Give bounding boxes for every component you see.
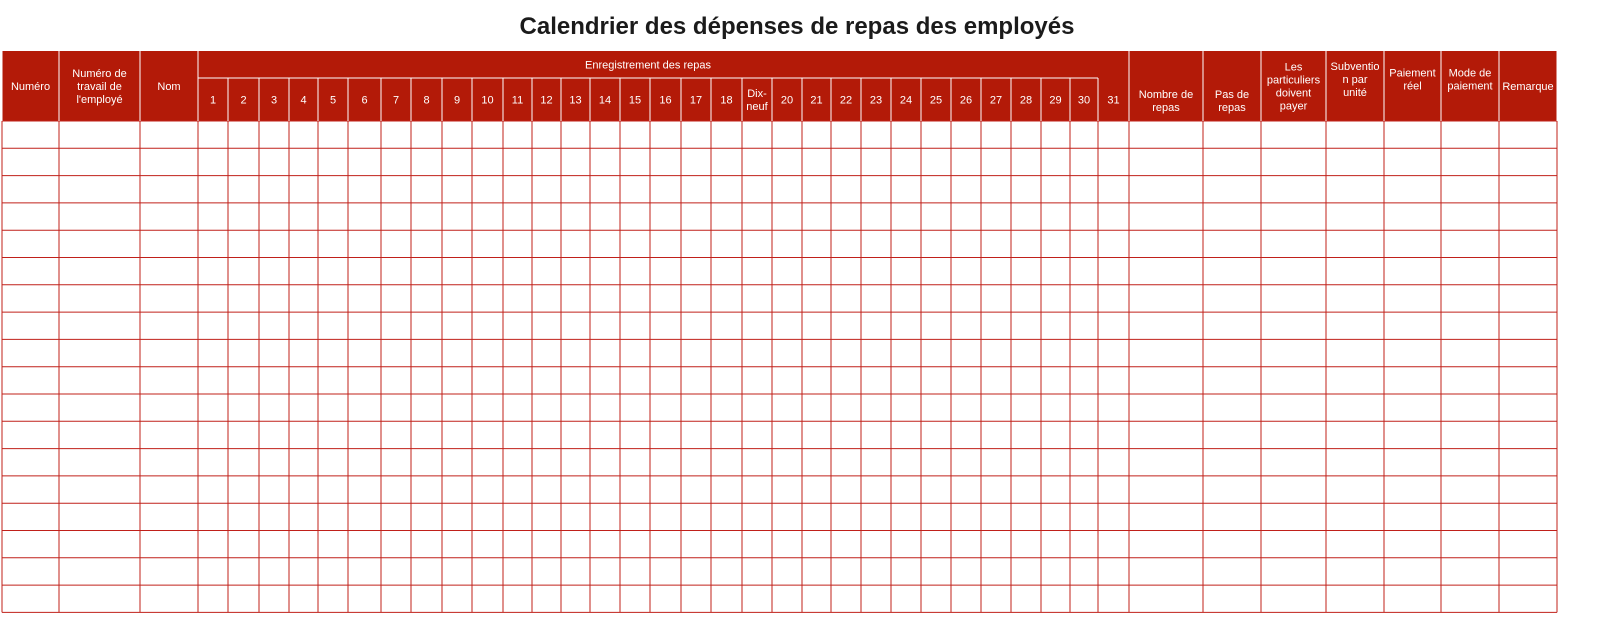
header-day [423, 95, 429, 107]
header-text-line: Dix- [747, 88, 767, 100]
header-background [2, 51, 1557, 121]
header-text-line: Enregistrement des repas [585, 59, 711, 72]
header-text-line: 18 [720, 94, 733, 107]
header-day [870, 95, 882, 107]
header-text-line: 22 [839, 94, 853, 107]
header-day [1049, 95, 1061, 107]
header-text-line: Numéro de [72, 68, 127, 80]
header-text-line: 25 [929, 94, 943, 107]
header-text-line: 14 [598, 94, 612, 107]
header-day [840, 95, 852, 107]
header-text-line: 29 [1049, 94, 1062, 107]
header-no-meal [1215, 89, 1249, 114]
header-nom [157, 81, 180, 93]
header-day [512, 95, 523, 107]
header-text-line: 30 [1077, 94, 1091, 107]
header-text-line: 15 [628, 94, 642, 107]
header-text-line: 21 [810, 94, 823, 107]
header-text-line: n par [1342, 74, 1368, 86]
header-text-line: Mode de [1448, 67, 1492, 80]
header-day [1078, 95, 1090, 107]
header-text-line: Paiement [1389, 67, 1436, 80]
header-day [900, 95, 912, 107]
header-text-line: 31 [1107, 94, 1120, 107]
header-employee-number [72, 68, 126, 106]
header-day [599, 95, 611, 107]
header-day [930, 95, 942, 107]
header-text-line: Remarque [1502, 81, 1554, 93]
header-day [781, 95, 793, 107]
header-payment-method [1447, 68, 1492, 93]
header-text-line: Nombre de [1138, 89, 1194, 101]
header-text-line: 26 [959, 94, 973, 107]
header-day [569, 95, 581, 107]
sheet-title: Calendrier des dépenses de repas des employés [519, 13, 1075, 40]
header-text-line: 20 [780, 94, 794, 107]
header-text-line: Les [1284, 61, 1303, 74]
header-day [361, 95, 367, 107]
header-day [629, 95, 641, 107]
header-text-line: 28 [1019, 94, 1033, 107]
header-text-line: Numéro [10, 81, 51, 93]
header-text-line: neuf [746, 101, 768, 113]
header-day [454, 95, 460, 107]
header-text-line: réel [1403, 80, 1422, 93]
header-day [720, 95, 732, 107]
header-text-line: 6 [361, 94, 368, 107]
header-text-line: travail de [77, 81, 122, 93]
header-day [659, 95, 671, 107]
header-text-line: unité [1343, 87, 1367, 99]
header-text-line: doivent [1275, 87, 1312, 100]
header-text-line: 1 [209, 94, 217, 107]
header-remarque [1502, 81, 1553, 93]
header-text-line: 11 [511, 94, 524, 107]
header-text-line: repas [1218, 102, 1246, 114]
header-day [960, 95, 972, 107]
header-text-line: 3 [270, 94, 278, 107]
header-text-line: l'employé [76, 94, 123, 106]
header-text-line: 16 [659, 94, 672, 107]
header-day [330, 95, 336, 107]
header-text-line: 24 [899, 94, 913, 107]
header-text-line: 4 [300, 94, 307, 107]
header-day [990, 95, 1002, 107]
header-text-line: 7 [392, 94, 400, 107]
header-day [746, 88, 768, 113]
header-numero [11, 81, 50, 93]
header-day [540, 95, 552, 107]
header-day [240, 95, 246, 107]
header-text-line: 13 [569, 94, 582, 107]
header-text-line: Nom [157, 81, 181, 93]
header-day [1020, 95, 1032, 107]
header-text-line: repas [1152, 102, 1180, 114]
header-text-line: 8 [423, 94, 430, 107]
header-day [690, 95, 702, 107]
header-day [1107, 95, 1119, 107]
header-day [271, 95, 277, 107]
header-day [810, 95, 822, 107]
header-text-line: particuliers [1266, 74, 1321, 87]
header-day [210, 95, 216, 107]
header-text-line: 5 [329, 94, 337, 107]
header-text-line: Subventio [1330, 61, 1380, 73]
header-day [481, 95, 493, 107]
header-text-line: 12 [540, 94, 553, 107]
header-day [393, 95, 399, 107]
header-text-line: 9 [453, 94, 461, 107]
header-text-line: 2 [240, 94, 247, 107]
header-text-line: payer [1279, 100, 1308, 113]
header-text-line: 17 [689, 94, 703, 107]
header-text-line: 23 [869, 94, 883, 107]
header-meal-record-group [585, 60, 711, 72]
header-text-line: 10 [481, 94, 494, 107]
header-text-line: paiement [1447, 80, 1493, 93]
header-text-line: 27 [989, 94, 1003, 107]
header-day [300, 95, 306, 107]
header-text-line: Pas de [1214, 89, 1250, 101]
